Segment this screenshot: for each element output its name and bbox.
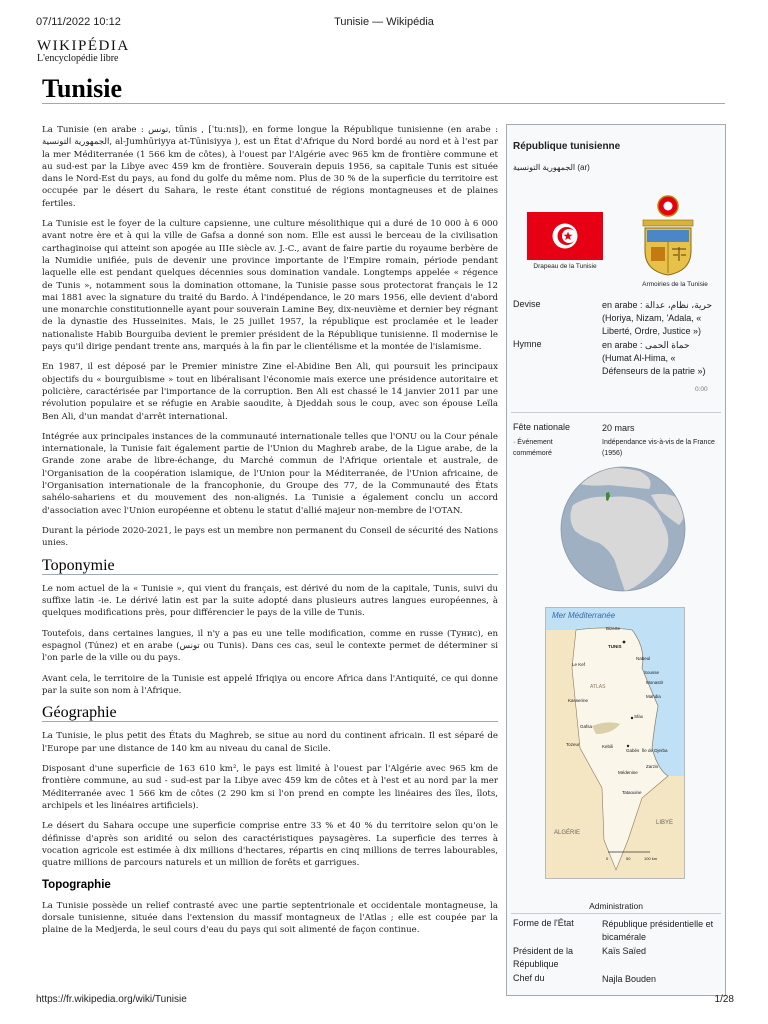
fete-nationale-label: Fête nationale [513, 422, 571, 432]
section-heading-topographie: Topographie [42, 879, 111, 892]
coat-caption: Armoiries de la Tunisie [642, 281, 708, 288]
map-label-tozeur: Tozeur [566, 742, 580, 747]
infobox-title: République tunisienne [513, 141, 621, 152]
toponymie-paragraph-3: Avant cela, le territoire de la Tunisie est appelé Ifriqiya ou encore Africa dans l'Antiquité, ce qui donne par la suite son nom à l'Afrique. [42, 673, 498, 696]
toponymie-paragraph-1: Le nom actuel de la « Tunisie », qui vient du français, est dérivé du nom de la capitale, Tunis, suivi du suffixe latin -ie. Le dérivé latin est par la suite adopté dans plusieurs autres langues européennes, à quelques modifications près, pour différencier le pays de la ville de Tunis. [42, 583, 498, 619]
map-label-algerie: ALGÉRIE [554, 830, 581, 836]
flag-of-tunisia[interactable] [527, 212, 603, 260]
map-label-le-kef: Le Kef [572, 662, 586, 667]
coat-of-arms-of-tunisia[interactable] [637, 193, 699, 277]
orthographic-globe[interactable] [559, 465, 687, 593]
geographie-paragraph-1: La Tunisie, le plus petit des États du Maghreb, se situe au nord du continent africain. Il est séparé de l'Europe par une distance de 140 km au niveau du canal de Sicile. [42, 731, 498, 754]
coat-banner [643, 220, 693, 226]
infobox-divider-2 [511, 913, 721, 914]
forme-etat-label: Forme de l'État [513, 918, 574, 928]
forme-etat-value: République présidentielle et bicamérale [602, 919, 714, 942]
infobox-native-name: الجمهورية التونسية (ar) [513, 163, 590, 172]
map-label-sousse: Sousse [644, 670, 660, 675]
flag-caption: Drapeau de la Tunisie [533, 263, 597, 270]
map-dot-tunis [623, 641, 626, 644]
coat-shield-lion [651, 247, 665, 261]
print-page-number: 1/28 [714, 994, 734, 1005]
tunisia-map[interactable] [545, 607, 685, 879]
scale-label-0: 0 [606, 856, 609, 861]
map-label-zarzis: Zarzis [646, 764, 659, 769]
president-value[interactable]: Kaïs Saïed [602, 946, 647, 956]
map-label-atlas: ATLAS [590, 684, 606, 690]
intro-paragraph-2: La Tunisie est le foyer de la culture capsienne, une culture mésolithique qui a duré de 10 000 à 6 000 avant notre ère et à qui la ville de Gafsa a donné son nom. Elle est aussi le berceau de la civilisation carthaginoise qui atteint son apogée au IIIe siècle av. J.-C., avant de faire partie du royaume berbère de la Numidie unifiée, puis de devenir une province importante de l'Empire romain, période pendant laquelle elle est pendant quelques décennies sous domination vandale. Longtemps appelée « régence de Tunis », notamment sous la domination ottomane, la Tunisie passe sous protectorat français le 12 mai 1881 avec la signature du traité du Bardo. À l'indépendance, le 20 mars 1956, elle devient d'abord une monarchie constitutionnelle ayant pour souverain Lamine Bey, dix-neuvième et dernier bey régnant de la dynastie des Husseinites. Mais, le 25 juillet 1957, la république est proclamée et le leader nationaliste Habib Bourguiba devient le premier président de la République tunisienne. Il modernise le pays qu'il dirige pendant trente ans, marqués à la fin par le clientélisme et la montée de l'islamisme. [42, 219, 498, 353]
intro-paragraph-5: Durant la période 2020-2021, le pays est un membre non permanent du Conseil de sécurité des Nations unies. [42, 525, 498, 549]
geographie-paragraph-2: Disposant d'une superficie de 163 610 km², le pays est limité à l'ouest par l'Algérie avec 965 km de frontière commune, au sud - sud-est par la Libye avec 459 km de côtes et à l'est et au nord par la mer Méditerranée avec 1 566 km de côtes (2 290 km si l'on prend en compte les linéaires des îles, îlots, archipels et les linéaires artificiels). [42, 764, 498, 811]
hymne-label: Hymne [513, 339, 542, 349]
toponymie-paragraph-2: Toutefois, dans certaines langues, il n'y a pas eu une telle modification, comme en russe (Тунис), en espagnol (Túnez) et en arabe (تونس ou Tunis). Dans ces cas, seul le contexte permet de déterminer si l'on parle de la ville ou du pays. [42, 628, 499, 664]
print-datetime: 07/11/2022 10:12 [36, 16, 121, 28]
article-body [42, 124, 498, 945]
devise-value: en arabe : حرية، نظام، عدالة (Horiya, Nizam, 'Adala, « Liberté, Ordre, Justice ») [602, 300, 713, 336]
intro-paragraph-1: La Tunisie (en arabe : تونس, tūnis , [ˈtuːnɪs]), en forme longue la République tunisienne (en arabe : الجمهورية التونسية, al-Jumhūriyya at-Tūnisiyya ), est un État d'Afrique du Nord bordé au nord et à l'est par la mer Méditerranée (1 566 km de côtes), à l'ouest par l'Algérie avec 965 km de frontière commune et au sud-est par la Libye avec 459 km de frontière. Souverain depuis 1956, sa capitale Tunis est située dans le Nord-Est du pays, au fond du golfe du même nom. Plus de 30 % de la superficie du territoire est occupée par le désert du Sahara, le reste étant constitué de régions montagneuses et de plaines fertiles. [42, 125, 498, 209]
map-caption: Administration [589, 901, 643, 911]
coat-top-inner [664, 202, 673, 211]
event-label: · Événement commémoré [513, 439, 553, 457]
wikipedia-logo[interactable] [37, 38, 157, 64]
map-label-bizerte: Bizerte [606, 626, 621, 631]
scale-label-50: 50 [626, 856, 631, 861]
map-label-gabes: Gabès [626, 748, 640, 753]
map-label-sfax: Sfax [634, 714, 644, 719]
print-url: https://fr.wikipedia.org/wiki/Tunisie [36, 994, 187, 1005]
logo-tagline: L'encyclopédie libre [37, 53, 119, 64]
title-divider [42, 103, 725, 104]
hymne-value: en arabe : حماة الحمى (Humat Al-Hima, « Défenseurs de la patrie ») [602, 340, 706, 376]
section-heading-toponymie: Toponymie [42, 560, 498, 575]
intro-paragraph-3: En 1987, il est déposé par le Premier ministre Zine el-Abidine Ben Ali, qui poursuit les principaux objectifs du « bourguibisme » tout en libéralisant l'économie mais exerce une présidence autoritaire et policière, caractérisée par l'importance de la corruption. Ben Ali est chassé le 14 janvier 2011 par une révolution populaire et se réfugie en Arabie saoudite, à Djeddah sous le coup, avec son épouse Leïla Ben Ali, d'un mandat d'arrêt international. [42, 362, 498, 422]
map-label-gafsa: Gafsa [580, 724, 593, 729]
map-label-nabeul: Nabeul [636, 656, 651, 661]
map-label-mahdia: Mahdia [646, 694, 661, 699]
fete-nationale-value: 20 mars [602, 423, 635, 433]
coat-shield-ship [647, 230, 689, 242]
chef-value[interactable]: Najla Bouden [602, 974, 657, 984]
geographie-paragraph-3: Le désert du Sahara occupe une superficie comprise entre 33 % et 40 % du territoire selon qu'on le définisse d'après son aridité ou selon des caractéristiques paysagères. La superficie des terres à vocation agricole est estimée à dix millions d'hectares, répartis en cinq millions de terres labourables, quatre millions de parcours naturels et un million de forêts et garrigues. [42, 821, 498, 869]
map-label-tunis: TUNIS [608, 644, 622, 649]
map-sea-title: Mer Méditerranée [552, 611, 616, 620]
map-label-tataouine: Tataouine [622, 790, 642, 795]
devise-label: Devise [513, 299, 541, 309]
map-label-monastir: Monastir [646, 680, 664, 685]
chef-label: Chef du [513, 973, 545, 983]
page-title: Tunisie [42, 74, 122, 103]
infobox [506, 124, 726, 996]
map-label-libye: LIBYE [656, 820, 674, 826]
section-heading-geographie: Géographie [42, 707, 498, 722]
map-label-kebili: Kebili [602, 744, 614, 749]
president-label: Président de la République [513, 946, 574, 969]
infobox-divider [511, 412, 721, 413]
print-doc-title: Tunisie — Wikipédia [334, 16, 434, 28]
map-label-kasserine: Kasserine [568, 698, 589, 703]
map-dot-sfax [631, 717, 633, 719]
map-label-medenine: Médenine [618, 770, 638, 775]
intro-paragraph-4: Intégrée aux principales instances de la communauté internationale telles que l'ONU ou la Cour pénale internationale, la Tunisie fait également partie de l'Union du Maghreb arabe, de la Ligue arabe, de la Grande zone arabe de libre-échange, du Marché commun de l'Afrique orientale et australe, de l'Organisation de la coopération islamique, de l'Union pour la Méditerranée, de l'Union africaine, de l'Organisation internationale de la francophonie, du Groupe des 77, de la Communauté des États sahélo-sahariens et du mouvement des non-alignés. La Tunisie a également conclu un accord d'association avec l'Union européenne et obtenu le statut d'allié majeur non-membre de l'OTAN. [42, 431, 498, 516]
audio-player-time[interactable]: 0:00 [695, 386, 708, 393]
scale-label-100: 100 km [644, 856, 658, 861]
map-dot-gabes [627, 745, 629, 747]
event-value: Indépendance vis-à-vis de la France (1956) [602, 439, 715, 457]
logo-wordmark: WIKIPÉDIA [37, 38, 130, 54]
topographie-paragraph-1: La Tunisie possède un relief contrasté avec une partie septentrionale et occidentale montagneuse, la dorsale tunisienne, située dans l'extension du massif montagneux de l'Atlas ; elle est coupée par la plaine de la Medjerda, le seul cours d'eau du pays qui soit alimenté de façon continue. [42, 900, 498, 936]
map-label-djerba: Île de Djerba [642, 748, 668, 753]
